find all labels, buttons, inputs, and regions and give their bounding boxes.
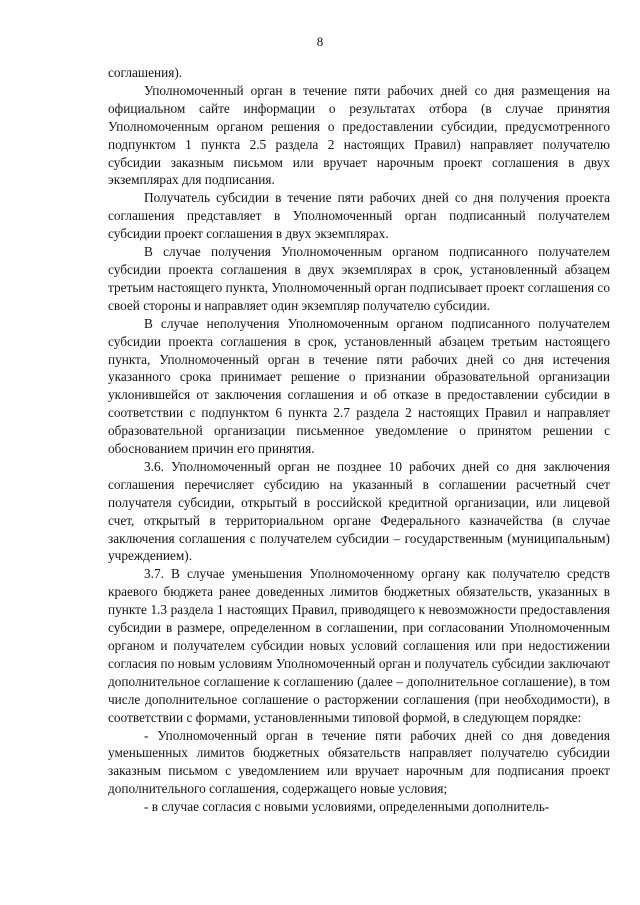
paragraph-agreement-signed: В случае получения Уполномоченным органом подписанного получателем субсидии проекта соглашения в двух экземплярах в срок, установленный абзацем третьим настоящего пункта, Уполномоченный орган подписывает проект соглашения со своей стороны и направляет один экземпляр получателю субсидии. xyxy=(108,244,610,313)
paragraph-recipient-signing: Получатель субсидии в течение пяти рабочих дней со дня получения проекта соглашения представляет в Уполномоченный орган подписанный получателем субсидии проект соглашения в двух экземплярах. xyxy=(108,190,610,242)
page-number: 8 xyxy=(316,34,324,49)
paragraph-continuation: соглашения). xyxy=(108,65,183,80)
paragraph-agreement-not-received: В случае неполучения Уполномоченным органом подписанного получателем субсидии проекта соглашения в срок, установленный абзацем третьим настоящего пункта, Уполномоченный орган в течение пяти рабочих дней со дня истечения указанного срока принимает решение о признании образовательной организации уклонившейся от заключения соглашения и об отказе в предоставлении субсидии в соответствии с подпунктом 6 пункта 2.7 раздела 2 настоящих Правил и направляет образовательной организации письменное уведомление о принятом решении с обоснованием причин его принятия. xyxy=(108,315,610,457)
list-item-agreement-consent: - в случае согласия с новыми условиями, определенными дополнитель- xyxy=(144,799,550,815)
list-item-draft-supplement: - Уполномоченный орган в течение пяти рабочих дней со дня доведения уменьшенных лимитов бюджетных обязательств направляет получателю субсидии заказным письмом с уведомлением или вручает нарочным для подписания проект дополнительного соглашения, содержащего новые условия; xyxy=(108,727,610,797)
document-body xyxy=(108,64,610,816)
paragraph-3-7-limits-reduction: 3.7. В случае уменьшения Уполномоченному органу как получателю средств краевого бюджета ранее доведенных лимитов бюджетных обязательств, указанных в пункте 1.3 раздела 1 настоящих Правил, приводящего к невозможности предоставления субсидии в размере, определенном в соглашении, при согласовании Уполномоченным органом и получателем субсидии новых условий соглашения или при недостижении согласия по новым условиям Уполномоченный орган и получатель субсидии заключают дополнительное соглашение к соглашению (далее – дополнительное соглашение), в том числе дополнительное соглашение о расторжении соглашения (при необходимости), в соответствии с формами, установленными типовой формой, в следующем порядке: xyxy=(108,566,610,725)
paragraph-3-6-subsidy-transfer: 3.6. Уполномоченный орган не позднее 10 рабочих дней со дня заключения соглашения перечисляет субсидию на указанный в соглашении расчетный счет получателя субсидии, открытый в российской кредитной организации, или лицевой счет, открытый в территориальном органе Федерального казначейства (в случае заключения соглашения с получателем субсидии – государственным (муниципальным) учреждением). xyxy=(108,458,610,564)
paragraph-draft-agreement-sending: Уполномоченный орган в течение пяти рабочих дней со дня размещения на официальном сайте информации о результатах отбора (в случае принятия Уполномоченным органом решения о предоставлении субсидии, предусмотренного подпунктом 1 пункта 2.5 раздела 2 настоящих Правил) направляет получателю субсидии заказным письмом или вручает нарочным проект соглашения в двух экземплярах для подписания. xyxy=(108,82,610,188)
